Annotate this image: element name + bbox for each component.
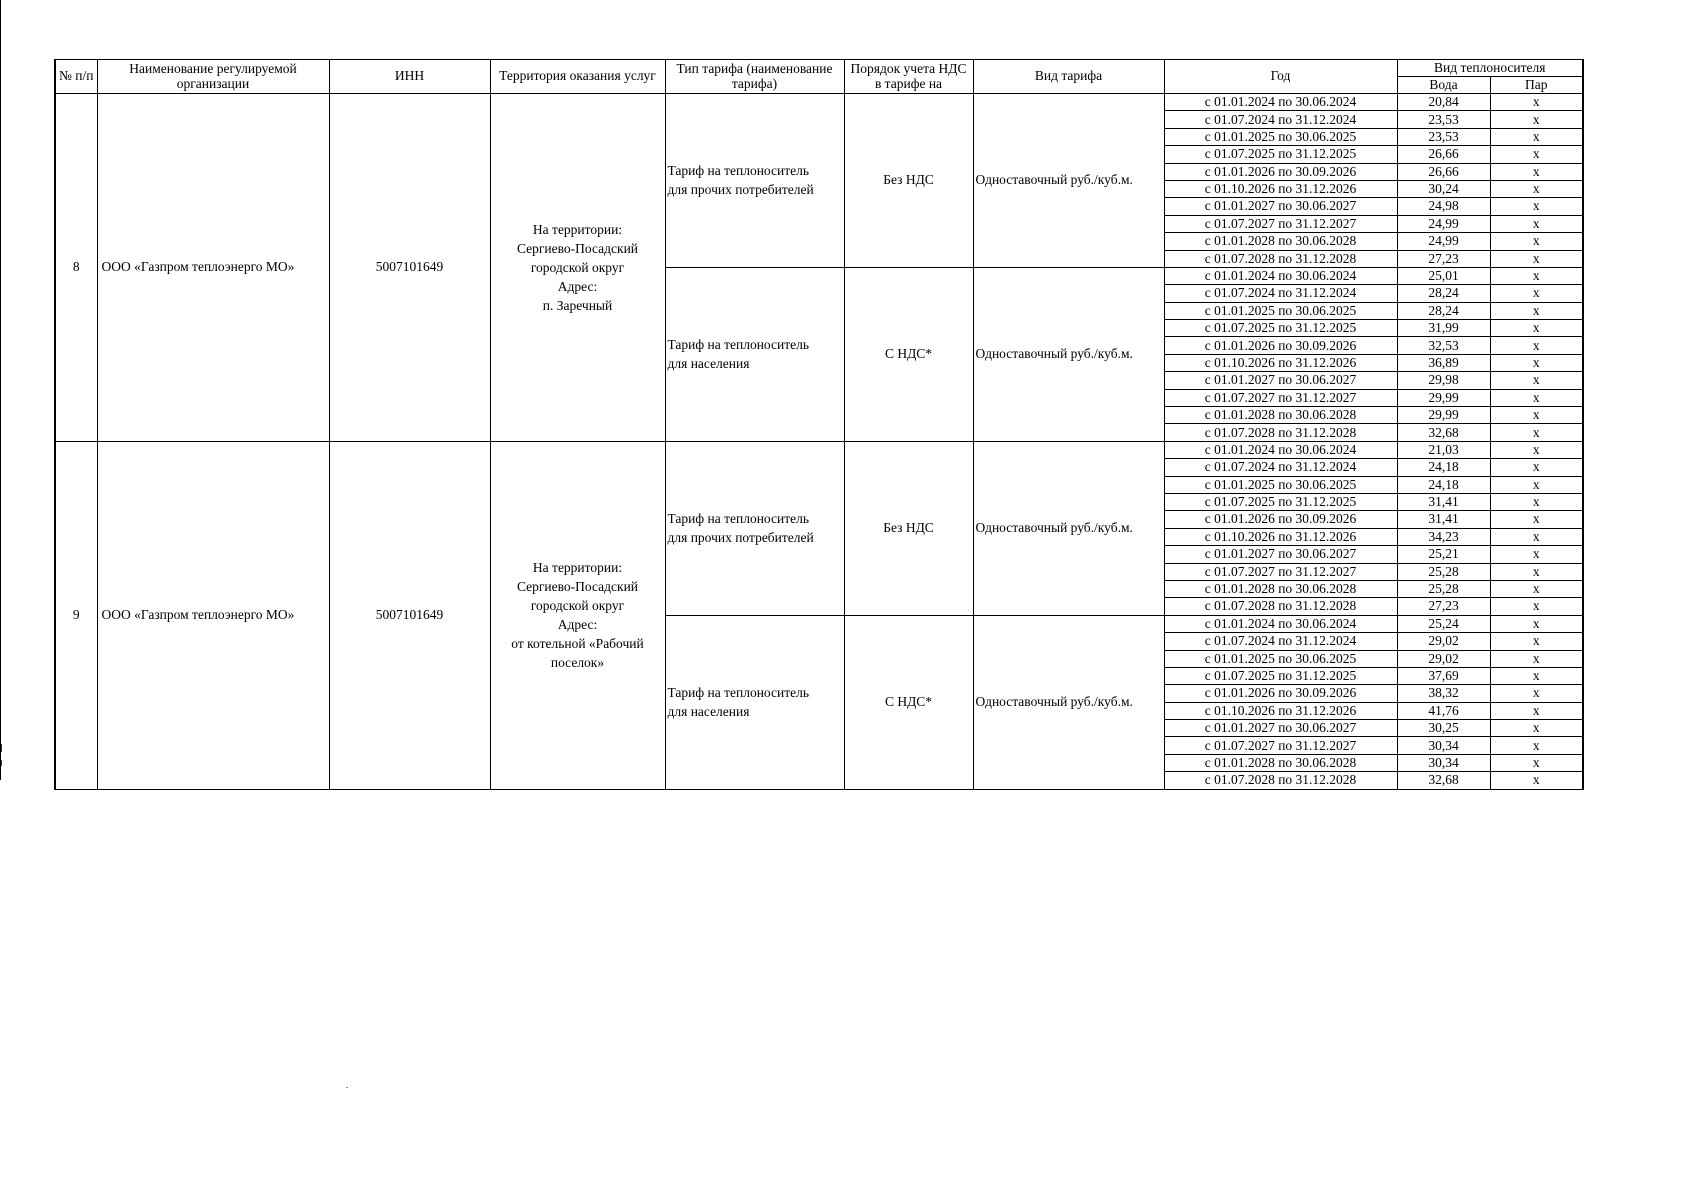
period-cell: с 01.10.2026 по 31.12.2026 (1164, 702, 1397, 719)
organization-name: ООО «Газпром теплоэнерго МО» (97, 94, 329, 442)
tariff-type-line: для населения (667, 356, 750, 372)
steam-tariff-value: х (1490, 754, 1583, 771)
territory-cell (490, 441, 665, 789)
row-number: 9 (55, 441, 97, 789)
water-tariff-value: 29,99 (1397, 389, 1490, 406)
period-cell: с 01.01.2024 по 30.06.2024 (1164, 267, 1397, 284)
period-cell: с 01.01.2025 по 30.06.2025 (1164, 476, 1397, 493)
vat-order: С НДС* (844, 267, 973, 441)
water-tariff-value: 28,24 (1397, 285, 1490, 302)
header-inn: ИНН (329, 60, 490, 94)
tariff-type (665, 441, 844, 615)
water-tariff-value: 36,89 (1397, 354, 1490, 371)
water-tariff-value: 29,98 (1397, 372, 1490, 389)
water-tariff-value: 30,34 (1397, 754, 1490, 771)
steam-tariff-value: х (1490, 667, 1583, 684)
period-cell: с 01.07.2027 по 31.12.2027 (1164, 389, 1397, 406)
table-row (55, 94, 1583, 111)
steam-tariff-value: х (1490, 198, 1583, 215)
period-cell: с 01.07.2025 по 31.12.2025 (1164, 146, 1397, 163)
steam-tariff-value: х (1490, 528, 1583, 545)
header-year: Год (1164, 60, 1397, 94)
steam-tariff-value: х (1490, 233, 1583, 250)
tariff-type-line: Тариф на теплоноситель (667, 511, 810, 527)
steam-tariff-value: х (1490, 720, 1583, 737)
tariff-type-line: Тариф на теплоноситель (667, 163, 810, 179)
steam-tariff-value: х (1490, 180, 1583, 197)
steam-tariff-value: х (1490, 337, 1583, 354)
header-tariff-type: Тип тарифа (наименование тарифа) (665, 60, 844, 94)
row-number: 8 (55, 94, 97, 442)
territory-line: Сергиево-Посадский (516, 240, 639, 256)
water-tariff-value: 29,99 (1397, 407, 1490, 424)
period-cell: с 01.07.2024 по 31.12.2024 (1164, 285, 1397, 302)
water-tariff-value: 26,66 (1397, 146, 1490, 163)
period-cell: с 01.07.2024 по 31.12.2024 (1164, 633, 1397, 650)
period-cell: с 01.07.2027 по 31.12.2027 (1164, 215, 1397, 232)
steam-tariff-value: х (1490, 354, 1583, 371)
water-tariff-value: 31,41 (1397, 493, 1490, 510)
water-tariff-value: 30,25 (1397, 720, 1490, 737)
steam-tariff-value: х (1490, 459, 1583, 476)
period-cell: с 01.01.2028 по 30.06.2028 (1164, 754, 1397, 771)
steam-tariff-value: х (1490, 476, 1583, 493)
vat-order: С НДС* (844, 615, 973, 789)
steam-tariff-value: х (1490, 424, 1583, 441)
steam-tariff-value: х (1490, 772, 1583, 789)
water-tariff-value: 30,34 (1397, 737, 1490, 754)
territory-line: городской округ (530, 259, 625, 275)
steam-tariff-value: х (1490, 128, 1583, 145)
period-cell: с 01.01.2026 по 30.09.2026 (1164, 511, 1397, 528)
territory-line: поселок» (550, 655, 605, 671)
territory-line: Адрес: (557, 617, 598, 633)
steam-tariff-value: х (1490, 511, 1583, 528)
territory-line: На территории: (532, 560, 623, 576)
period-cell: с 01.07.2028 по 31.12.2028 (1164, 772, 1397, 789)
tariff-type (665, 615, 844, 789)
tariff-type (665, 94, 844, 268)
water-tariff-value: 28,24 (1397, 302, 1490, 319)
page-edge-line (0, 0, 1, 780)
territory-cell (490, 94, 665, 442)
territory-line: п. Заречный (542, 297, 613, 313)
steam-tariff-value: х (1490, 111, 1583, 128)
water-tariff-value: 27,23 (1397, 598, 1490, 615)
water-tariff-value: 25,21 (1397, 546, 1490, 563)
tariff-table (54, 59, 1584, 790)
vat-order: Без НДС (844, 94, 973, 268)
steam-tariff-value: х (1490, 580, 1583, 597)
scan-artifact (1, 760, 2, 766)
period-cell: с 01.07.2025 по 31.12.2025 (1164, 320, 1397, 337)
vat-order: Без НДС (844, 441, 973, 615)
header-carrier: Вид теплоносителя (1397, 60, 1583, 77)
steam-tariff-value: х (1490, 702, 1583, 719)
steam-tariff-value: х (1490, 163, 1583, 180)
steam-tariff-value: х (1490, 146, 1583, 163)
water-tariff-value: 25,01 (1397, 267, 1490, 284)
water-tariff-value: 25,28 (1397, 563, 1490, 580)
steam-tariff-value: х (1490, 598, 1583, 615)
territory-line: Сергиево-Посадский (516, 579, 639, 595)
inn-value: 5007101649 (329, 441, 490, 789)
period-cell: с 01.01.2027 по 30.06.2027 (1164, 720, 1397, 737)
tariff-kind: Одноставочный руб./куб.м. (973, 441, 1164, 615)
header-org: Наименование регулируемой организации (97, 60, 329, 94)
steam-tariff-value: х (1490, 737, 1583, 754)
water-tariff-value: 24,99 (1397, 233, 1490, 250)
period-cell: с 01.07.2027 по 31.12.2027 (1164, 737, 1397, 754)
period-cell: с 01.07.2027 по 31.12.2027 (1164, 563, 1397, 580)
water-tariff-value: 32,68 (1397, 772, 1490, 789)
water-tariff-value: 34,23 (1397, 528, 1490, 545)
steam-tariff-value: х (1490, 441, 1583, 458)
steam-tariff-value: х (1490, 302, 1583, 319)
period-cell: с 01.01.2026 по 30.09.2026 (1164, 163, 1397, 180)
tariff-type (665, 267, 844, 441)
water-tariff-value: 27,23 (1397, 250, 1490, 267)
period-cell: с 01.01.2028 по 30.06.2028 (1164, 407, 1397, 424)
tariff-type-line: для населения (667, 704, 750, 720)
steam-tariff-value: х (1490, 407, 1583, 424)
header-steam: Пар (1490, 77, 1583, 94)
water-tariff-value: 29,02 (1397, 633, 1490, 650)
water-tariff-value: 23,53 (1397, 111, 1490, 128)
period-cell: с 01.10.2026 по 31.12.2026 (1164, 528, 1397, 545)
period-cell: с 01.01.2025 по 30.06.2025 (1164, 128, 1397, 145)
territory-line: Адрес: (557, 278, 598, 294)
steam-tariff-value: х (1490, 285, 1583, 302)
period-cell: с 01.07.2028 по 31.12.2028 (1164, 424, 1397, 441)
water-tariff-value: 30,24 (1397, 180, 1490, 197)
water-tariff-value: 29,02 (1397, 650, 1490, 667)
steam-tariff-value: х (1490, 215, 1583, 232)
water-tariff-value: 23,53 (1397, 128, 1490, 145)
water-tariff-value: 31,41 (1397, 511, 1490, 528)
table-row (55, 441, 1583, 458)
period-cell: с 01.07.2024 по 31.12.2024 (1164, 459, 1397, 476)
steam-tariff-value: х (1490, 546, 1583, 563)
scan-artifact (1, 744, 2, 752)
period-cell: с 01.10.2026 по 31.12.2026 (1164, 180, 1397, 197)
water-tariff-value: 20,84 (1397, 94, 1490, 111)
period-cell: с 01.07.2028 по 31.12.2028 (1164, 598, 1397, 615)
period-cell: с 01.01.2027 по 30.06.2027 (1164, 372, 1397, 389)
water-tariff-value: 24,99 (1397, 215, 1490, 232)
period-cell: с 01.07.2024 по 31.12.2024 (1164, 111, 1397, 128)
steam-tariff-value: х (1490, 250, 1583, 267)
steam-tariff-value: х (1490, 685, 1583, 702)
water-tariff-value: 21,03 (1397, 441, 1490, 458)
header-row (55, 60, 1583, 77)
steam-tariff-value: х (1490, 633, 1583, 650)
tariff-type-line: Тариф на теплоноситель (667, 685, 810, 701)
water-tariff-value: 24,18 (1397, 476, 1490, 493)
period-cell: с 01.10.2026 по 31.12.2026 (1164, 354, 1397, 371)
period-cell: с 01.01.2027 по 30.06.2027 (1164, 198, 1397, 215)
period-cell: с 01.01.2027 по 30.06.2027 (1164, 546, 1397, 563)
steam-tariff-value: х (1490, 389, 1583, 406)
steam-tariff-value: х (1490, 650, 1583, 667)
header-territory: Территория оказания услуг (490, 60, 665, 94)
steam-tariff-value: х (1490, 563, 1583, 580)
tariff-type-line: для прочих потребителей (667, 530, 814, 546)
territory-line: от котельной «Рабочий (511, 636, 644, 652)
water-tariff-value: 32,53 (1397, 337, 1490, 354)
water-tariff-value: 25,28 (1397, 580, 1490, 597)
organization-name: ООО «Газпром теплоэнерго МО» (97, 441, 329, 789)
steam-tariff-value: х (1490, 94, 1583, 111)
tariff-type-line: Тариф на теплоноситель (667, 337, 810, 353)
period-cell: с 01.01.2028 по 30.06.2028 (1164, 580, 1397, 597)
header-vat-order: Порядок учета НДС в тарифе на (844, 60, 973, 94)
scan-speck (346, 1087, 348, 1088)
period-cell: с 01.07.2028 по 31.12.2028 (1164, 250, 1397, 267)
water-tariff-value: 31,99 (1397, 320, 1490, 337)
tariff-kind: Одноставочный руб./куб.м. (973, 615, 1164, 789)
water-tariff-value: 24,98 (1397, 198, 1490, 215)
water-tariff-value: 37,69 (1397, 667, 1490, 684)
period-cell: с 01.01.2026 по 30.09.2026 (1164, 685, 1397, 702)
steam-tariff-value: х (1490, 493, 1583, 510)
period-cell: с 01.01.2024 по 30.06.2024 (1164, 441, 1397, 458)
header-water: Вода (1397, 77, 1490, 94)
water-tariff-value: 38,32 (1397, 685, 1490, 702)
steam-tariff-value: х (1490, 372, 1583, 389)
period-cell: с 01.01.2024 по 30.06.2024 (1164, 615, 1397, 632)
territory-line: городской округ (530, 598, 625, 614)
period-cell: с 01.01.2025 по 30.06.2025 (1164, 302, 1397, 319)
tariff-kind: Одноставочный руб./куб.м. (973, 267, 1164, 441)
water-tariff-value: 24,18 (1397, 459, 1490, 476)
steam-tariff-value: х (1490, 267, 1583, 284)
water-tariff-value: 32,68 (1397, 424, 1490, 441)
tariff-type-line: для прочих потребителей (667, 182, 814, 198)
header-tariff-kind: Вид тарифа (973, 60, 1164, 94)
period-cell: с 01.01.2028 по 30.06.2028 (1164, 233, 1397, 250)
period-cell: с 01.01.2024 по 30.06.2024 (1164, 94, 1397, 111)
header-num: № п/п (55, 60, 97, 94)
steam-tariff-value: х (1490, 320, 1583, 337)
period-cell: с 01.07.2025 по 31.12.2025 (1164, 493, 1397, 510)
inn-value: 5007101649 (329, 94, 490, 442)
territory-line: На территории: (532, 221, 623, 237)
water-tariff-value: 25,24 (1397, 615, 1490, 632)
period-cell: с 01.01.2025 по 30.06.2025 (1164, 650, 1397, 667)
water-tariff-value: 26,66 (1397, 163, 1490, 180)
period-cell: с 01.07.2025 по 31.12.2025 (1164, 667, 1397, 684)
period-cell: с 01.01.2026 по 30.09.2026 (1164, 337, 1397, 354)
tariff-kind: Одноставочный руб./куб.м. (973, 94, 1164, 268)
water-tariff-value: 41,76 (1397, 702, 1490, 719)
steam-tariff-value: х (1490, 615, 1583, 632)
